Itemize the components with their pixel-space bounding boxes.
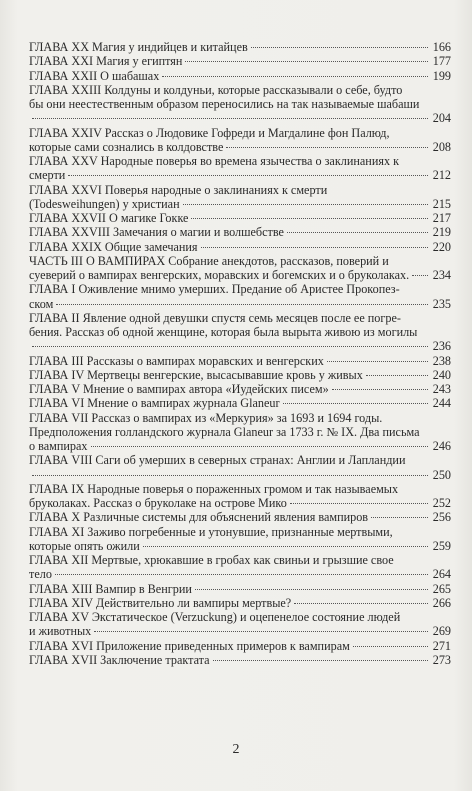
toc-entry-text: ГЛАВА XIV Действительно ли вампиры мертвые? [29, 595, 292, 610]
toc-page-number: 243 [432, 382, 451, 396]
toc-entry-text: суеверий о вампирах венгерских, моравских и богемских и о бруколаках. [29, 268, 410, 282]
toc-page-number: 240 [432, 367, 451, 382]
dot-leader [201, 247, 428, 248]
dot-leader [32, 475, 428, 476]
dot-leader [412, 275, 428, 276]
toc-page-number: 244 [432, 396, 451, 411]
toc-entry [29, 396, 451, 410]
toc-entry [29, 382, 451, 396]
toc-entry [29, 525, 451, 554]
toc-page-number: 219 [432, 225, 451, 240]
toc-entry-text: ГЛАВА VII Рассказ о вампирах из «Меркурия» за 1693 и 1694 годы. [29, 410, 383, 425]
toc-entry-text: ГЛАВА XXIII Колдуны и колдуньи, которые рассказывали о себе, будто [29, 82, 403, 97]
toc-page-number: 215 [432, 196, 451, 211]
toc-entry [29, 482, 451, 511]
toc-entry-text: ГЛАВА XII Мертвые, хрюкавшие в гробах как свиньи и грызшие свое [29, 553, 394, 567]
toc-entry-text: бруколаках. Рассказ о бруколаке на острове Мико [29, 496, 287, 510]
dot-leader [185, 61, 428, 62]
toc-entry [29, 411, 451, 454]
toc-entry-text: ГЛАВА V Мнение о вампирах автора «Иудейских писем» [29, 382, 329, 396]
toc-entry [29, 368, 451, 382]
toc-page-number: 250 [432, 467, 451, 482]
toc-entry [29, 510, 451, 524]
toc-entry-text: Предположения голландского журнала Glaneur за 1733 г. № IX. Два письма [29, 424, 420, 439]
toc-entry [29, 311, 451, 354]
toc-entry-text: ГЛАВА XXVII О магике Гокке [29, 211, 189, 225]
toc-entry [29, 254, 451, 283]
toc-entry [29, 596, 451, 610]
toc-entry-text: (Todesweihungen) у христиан [29, 196, 180, 211]
toc-entry-text: ГЛАВА I Оживление мнимо умерших. Предание об Аристее Прокопез- [29, 282, 400, 297]
toc-page-number: 266 [432, 595, 451, 610]
toc-entry-text: ГЛАВА XXII О шабашах [29, 68, 160, 83]
toc-entry [29, 240, 451, 254]
dot-leader [213, 660, 428, 661]
toc-entry-text: бы они неестественным образом переносились на так называемые шабаши [29, 97, 420, 111]
toc-entry [29, 154, 451, 183]
toc-entry-text: смерти [29, 168, 66, 183]
toc-page-number: 234 [432, 268, 451, 282]
toc-entry [29, 582, 451, 596]
dot-leader [332, 389, 428, 390]
dot-leader [287, 232, 428, 233]
toc-page-number: 235 [432, 296, 451, 311]
toc-entry [29, 553, 451, 582]
toc-entry [29, 40, 451, 54]
toc-page-number: 236 [432, 339, 451, 354]
toc-entry-text: ГЛАВА II Явление одной девушки спустя семь месяцев после ее погре- [29, 310, 401, 325]
toc-entry-text: ГЛАВА XVII Заключение трактата [29, 652, 210, 667]
toc-entry-text: ГЛАВА XXIV Рассказ о Людовике Гофреди и Магдалине фон Палюд, [29, 125, 390, 140]
dot-leader [68, 175, 428, 176]
dot-leader [191, 218, 428, 219]
dot-leader [226, 147, 428, 148]
toc-entry-text: ГЛАВА XXVI Поверья народные о заклинаниях к смерти [29, 182, 328, 197]
toc-page-number: 212 [432, 168, 451, 183]
toc-page-number: 256 [432, 510, 451, 525]
toc-entry-text: ском [29, 296, 54, 311]
dot-leader [290, 503, 428, 504]
toc-entry [29, 453, 451, 482]
toc-entry-text: ГЛАВА XI Заживо погребенные и утонувшие, признанные мертвыми, [29, 524, 393, 539]
toc-entry [29, 183, 451, 212]
dot-leader [143, 546, 428, 547]
dot-leader [366, 375, 428, 376]
toc-entry-text: которые опять ожили [29, 538, 140, 553]
toc-page-number: 271 [432, 638, 451, 653]
toc-page-number: 217 [432, 211, 451, 225]
dot-leader [55, 574, 428, 575]
dot-leader [32, 118, 428, 119]
toc-entry [29, 225, 451, 239]
toc-page-number: 269 [432, 624, 451, 639]
toc-page-number: 273 [432, 652, 451, 667]
toc-entry-text: ГЛАВА XXVIII Замечания о магии и волшебстве [29, 225, 284, 240]
toc-entry-text: ГЛАВА IX Народные поверья о пораженных громом и так называемых [29, 481, 399, 496]
toc-page-number: 252 [432, 496, 451, 510]
toc-entry-text: ЧАСТЬ III О ВАМПИРАХ Собрание анекдотов, рассказов, поверий и [29, 253, 389, 268]
toc-entry [29, 83, 451, 126]
toc-page-number: 204 [432, 111, 451, 126]
toc-entry [29, 653, 451, 667]
dot-leader [183, 204, 428, 205]
dot-leader [294, 603, 428, 604]
dot-leader [32, 346, 428, 347]
toc-entry-text: которые сами сознались в колдовстве [29, 139, 224, 154]
toc-entry-text: ГЛАВА XXI Магия у египтян [29, 54, 183, 69]
toc-entry-text: ГЛАВА XVI Приложение приведенных примеров к вампирам [29, 638, 350, 653]
toc-page-number: 199 [432, 68, 451, 83]
toc-page-number: 220 [432, 239, 451, 254]
toc-entry-text: ГЛАВА X Различные системы для объяснений явления вампиров [29, 510, 369, 525]
toc-entry-text: ГЛАВА VIII Саги об умерших в северных странах: Англии и Лапландии [29, 453, 406, 468]
toc-entry [29, 639, 451, 653]
toc-entry [29, 69, 451, 83]
dot-leader [195, 589, 428, 590]
table-of-contents [29, 40, 451, 667]
toc-entry [29, 126, 451, 155]
toc-entry-text: ГЛАВА III Рассказы о вампирах моравских и венгерских [29, 353, 324, 368]
toc-entry-text: о вампирах [29, 439, 88, 453]
toc-entry-text: ГЛАВА XX Магия у индийцев и китайцев [29, 40, 248, 54]
toc-entry-text: ГЛАВА XIII Вампир в Венгрии [29, 581, 192, 596]
dot-leader [327, 361, 428, 362]
toc-page-number: 238 [432, 353, 451, 368]
toc-page-number: 177 [432, 54, 451, 69]
toc-entry-text: ГЛАВА IV Мертвецы венгерские, высасывавшие кровь у живых [29, 367, 363, 382]
toc-page-number: 208 [432, 139, 451, 154]
toc-page-number: 265 [432, 581, 451, 596]
dot-leader [56, 304, 428, 305]
toc-entry-text: ГЛАВА VI Мнение о вампирах журнала Glaneur [29, 396, 280, 411]
dot-leader [251, 47, 428, 48]
toc-page-number: 246 [432, 439, 451, 453]
toc-page-number: 259 [432, 538, 451, 553]
toc-entry [29, 354, 451, 368]
toc-entry [29, 54, 451, 68]
page-number: 2 [232, 742, 240, 757]
toc-page-number: 264 [432, 567, 451, 582]
toc-entry [29, 211, 451, 225]
toc-entry-text: бения. Рассказ об одной женщине, которая была вырыта живою из могилы [29, 325, 418, 339]
toc-entry-text: тело [29, 567, 52, 582]
dot-leader [94, 631, 428, 632]
toc-page-number: 166 [432, 40, 451, 54]
dot-leader [353, 646, 428, 647]
dot-leader [283, 403, 428, 404]
dot-leader [162, 76, 428, 77]
toc-entry-text: ГЛАВА XV Экстатическое (Verzuckung) и оцепенелое состояние людей [29, 610, 401, 624]
toc-entry [29, 610, 451, 639]
toc-entry-text: и животных [29, 624, 92, 639]
toc-entry-text: ГЛАВА XXV Народные поверья во времена язычества о заклинаниях к [29, 154, 400, 168]
toc-entry-text: ГЛАВА XXIX Общие замечания [29, 239, 198, 254]
toc-entry [29, 282, 451, 311]
dot-leader [371, 517, 428, 518]
dot-leader [91, 446, 429, 447]
